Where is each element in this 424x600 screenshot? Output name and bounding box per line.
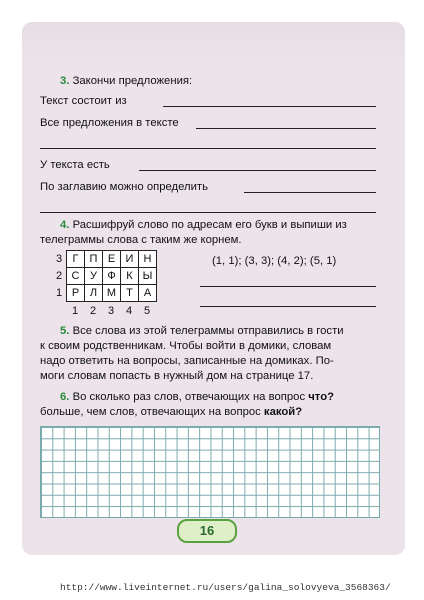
grid-row-label: 3 (56, 253, 63, 265)
grid-col-label: 3 (108, 305, 115, 317)
grid-cell: И (121, 251, 139, 268)
grid-cell: Е (103, 251, 121, 268)
answer-line[interactable] (200, 306, 376, 307)
grid-cell: Т (121, 285, 139, 302)
task3-number: 3. (60, 75, 70, 87)
task3-line-4: По заглавию можно определить (40, 181, 208, 193)
task6-question-word-2: какой? (263, 406, 303, 418)
grid-addresses: (1, 1); (3, 3); (4, 2); (5, 1) (212, 255, 337, 267)
task3-title: Закончи предложения: (72, 75, 193, 87)
grid-row (67, 251, 157, 268)
task6-line-2 (40, 405, 302, 419)
grid-row-label: 2 (56, 270, 63, 282)
task3-line-2: Все предложения в тексте (40, 117, 179, 129)
task5-text-part1: Все слова из этой телеграммы отправились в гости (72, 325, 344, 337)
task5-line-3: надо ответить на вопросы, записанные на домиках. По- (40, 355, 334, 367)
answer-line[interactable] (200, 286, 376, 287)
task3-line-3: У текста есть (40, 159, 110, 171)
grid-col-label: 2 (90, 305, 97, 317)
answer-line[interactable] (40, 148, 376, 149)
task4-text-part1: Расшифруй слово по адресам его букв и выпиши из (72, 219, 347, 231)
task3-heading (60, 74, 192, 88)
task5-line-2: к своим родственникам. Чтобы войти в домики, словам (40, 340, 332, 352)
grid-cell: К (121, 268, 139, 285)
answer-line[interactable] (196, 128, 376, 129)
grid-cell: Л (85, 285, 103, 302)
grid-cell: Р (67, 285, 85, 302)
task5-number: 5. (60, 325, 70, 337)
task4-text-1 (60, 218, 347, 232)
grid-cell: Г (67, 251, 85, 268)
grid-col-label: 1 (72, 305, 79, 317)
grid-row-label: 1 (56, 287, 63, 299)
grid-cell: Ф (103, 268, 121, 285)
answer-line[interactable] (244, 192, 376, 193)
grid-cell: Ы (139, 268, 157, 285)
task6-question-word-1: что? (308, 391, 334, 403)
task3-line-1: Текст состоит из (40, 95, 127, 107)
grid-cell: У (85, 268, 103, 285)
grid-cell: П (85, 251, 103, 268)
task6-number: 6. (60, 391, 70, 403)
task4-text-2: телеграммы слова с таким же корнем. (40, 234, 242, 246)
grid-cell: А (139, 285, 157, 302)
task6-text-part1: Во сколько раз слов, отвечающих на вопрос (72, 391, 306, 403)
grid-col-label: 4 (126, 305, 133, 317)
grid-row (67, 268, 157, 285)
source-url: http://www.liveinternet.ru/users/galina_solovyeva_3568363/ (60, 582, 391, 593)
task5-line-4: моги словам попасть в нужный дом на странице 17. (40, 370, 314, 382)
squared-answer-area[interactable] (40, 426, 380, 518)
task6-line-1 (60, 390, 334, 404)
page-number-badge: 16 (177, 519, 237, 543)
grid-cell: М (103, 285, 121, 302)
grid-col-label: 5 (144, 305, 151, 317)
answer-line[interactable] (139, 170, 376, 171)
answer-line[interactable] (163, 106, 376, 107)
letter-grid (66, 250, 157, 302)
task6-text-part2: больше, чем слов, отвечающих на вопрос (40, 406, 261, 418)
task4-number: 4. (60, 219, 70, 231)
grid-cell: С (67, 268, 85, 285)
grid-cell: Н (139, 251, 157, 268)
grid-row (67, 285, 157, 302)
task5-line-1 (60, 324, 344, 338)
answer-line[interactable] (40, 212, 376, 213)
